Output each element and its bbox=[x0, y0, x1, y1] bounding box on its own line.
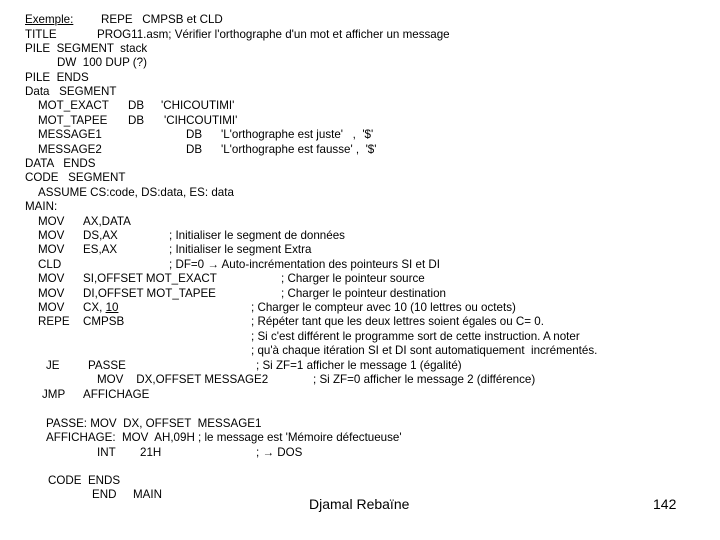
code-line-code-ends: CODE ENDS bbox=[48, 474, 121, 487]
code-line-title-keyword: TITLE bbox=[25, 28, 57, 41]
code-line-end-args: MAIN bbox=[133, 488, 162, 501]
code-line-passe: PASSE: MOV DX, OFFSET MESSAGE1 bbox=[46, 417, 262, 430]
code-line-message1-name: MESSAGE1 bbox=[38, 128, 102, 141]
code-line-assume: ASSUME CS:code, DS:data, ES: data bbox=[38, 186, 234, 199]
code-line-comment-continued-1: ; Si c'est différent le programme sort de cette instruction. A noter bbox=[251, 330, 580, 343]
code-line-jmp-args: AFFICHAGE bbox=[83, 388, 150, 401]
code-line-message2-name: MESSAGE2 bbox=[38, 143, 102, 156]
code-line-mov-cx-register: CX, bbox=[83, 301, 106, 314]
code-line-mov-si-op: MOV bbox=[38, 272, 65, 285]
code-line-mov-ds-args: DS,AX bbox=[83, 229, 118, 242]
code-line-message2-db: DB bbox=[186, 143, 203, 156]
code-line-int-args: 21H bbox=[140, 446, 162, 459]
code-line-int-comment: ; → DOS bbox=[256, 446, 303, 459]
code-line-message1-value: 'L'orthographe est juste' , '$' bbox=[221, 128, 374, 141]
code-line-repe-args: CMPSB bbox=[83, 315, 125, 328]
code-line-mov-di-comment: ; Charger le pointeur destination bbox=[281, 287, 446, 300]
code-line-cld-comment: ; DF=0 → Auto-incrémentation des pointeurs SI et DI bbox=[169, 258, 440, 271]
code-line-affichage: AFFICHAGE: MOV AH,09H ; le message est 'Mémoire défectueuse' bbox=[46, 431, 402, 444]
code-line-stack-segment: PILE SEGMENT stack bbox=[25, 42, 148, 55]
code-line-mov-di-op: MOV bbox=[38, 287, 65, 300]
code-line-stack-dup: DW 100 DUP (?) bbox=[57, 56, 147, 69]
code-line-mov-es-op: MOV bbox=[38, 243, 65, 256]
code-line-mot-exact-name: MOT_EXACT bbox=[38, 99, 109, 112]
code-line-cld-op: CLD bbox=[38, 258, 62, 271]
code-line-mov-ax-args: AX,DATA bbox=[83, 215, 131, 228]
code-line-main-label: MAIN: bbox=[25, 200, 58, 213]
code-line-mov-si-args: SI,OFFSET MOT_EXACT bbox=[83, 272, 217, 285]
code-line-mov-ds-comment: ; Initialiser le segment de données bbox=[169, 229, 345, 242]
code-line-mov-ax-op: MOV bbox=[38, 215, 65, 228]
code-line-end-op: END bbox=[92, 488, 117, 501]
code-line-mov-dx-message2: MOV DX,OFFSET MESSAGE2 bbox=[97, 373, 269, 386]
code-line-mov-es-comment: ; Initialiser le segment Extra bbox=[169, 243, 312, 256]
example-heading: Exemple: bbox=[25, 13, 74, 26]
code-line-mov-es-args: ES,AX bbox=[83, 243, 118, 256]
code-line-mov-cx-args bbox=[83, 301, 118, 315]
code-line-mov-ds-op: MOV bbox=[38, 229, 65, 242]
code-line-data-ends: DATA ENDS bbox=[25, 157, 96, 170]
code-line-stack-ends: PILE ENDS bbox=[25, 71, 89, 84]
footer-author: Djamal Rebaïne bbox=[309, 496, 410, 512]
code-line-comment-continued-2: ; qu'à chaque itération SI et DI sont automatiquement incrémentés. bbox=[251, 344, 598, 357]
code-line-mov-di-args: DI,OFFSET MOT_TAPEE bbox=[83, 287, 216, 300]
code-line-data-segment: Data SEGMENT bbox=[25, 85, 117, 98]
code-line-mov-cx-op: MOV bbox=[38, 301, 65, 314]
code-line-mot-exact-value: 'CHICOUTIMI' bbox=[161, 99, 235, 112]
code-line-mot-tapee-name: MOT_TAPEE bbox=[38, 114, 108, 127]
code-line-title-text: PROG11.asm; Vérifier l'orthographe d'un mot et afficher un message bbox=[97, 28, 450, 41]
code-line-je-comment: ; Si ZF=1 afficher le message 1 (égalité) bbox=[256, 359, 462, 372]
code-line-mot-exact-db: DB bbox=[128, 99, 145, 112]
code-line-je-args: PASSE bbox=[88, 359, 126, 372]
footer-page-number: 142 bbox=[653, 496, 677, 512]
code-line-int-op: INT bbox=[97, 446, 116, 459]
code-line-message1-db: DB bbox=[186, 128, 203, 141]
code-line-mov-cx-count: 10 bbox=[105, 301, 119, 314]
code-line-mot-tapee-db: DB bbox=[128, 114, 145, 127]
code-line-code-segment: CODE SEGMENT bbox=[25, 171, 126, 184]
code-line-mov-si-comment: ; Charger le pointeur source bbox=[281, 272, 425, 285]
example-title: REPE CMPSB et CLD bbox=[101, 13, 223, 26]
code-line-mov-dx-message2-comment: ; Si ZF=0 afficher le message 2 (différence) bbox=[313, 373, 536, 386]
code-line-message2-value: 'L'orthographe est fausse' , '$' bbox=[221, 143, 377, 156]
code-line-mot-tapee-value: 'CIHCOUTIMI' bbox=[164, 114, 238, 127]
code-line-jmp-op: JMP bbox=[42, 388, 66, 401]
code-line-mov-cx-comment: ; Charger le compteur avec 10 (10 lettres ou octets) bbox=[251, 301, 516, 314]
code-line-repe-op: REPE bbox=[38, 315, 70, 328]
code-line-repe-comment: ; Répéter tant que les deux lettres soient égales ou C= 0. bbox=[251, 315, 544, 328]
code-line-je-op: JE bbox=[46, 359, 60, 372]
